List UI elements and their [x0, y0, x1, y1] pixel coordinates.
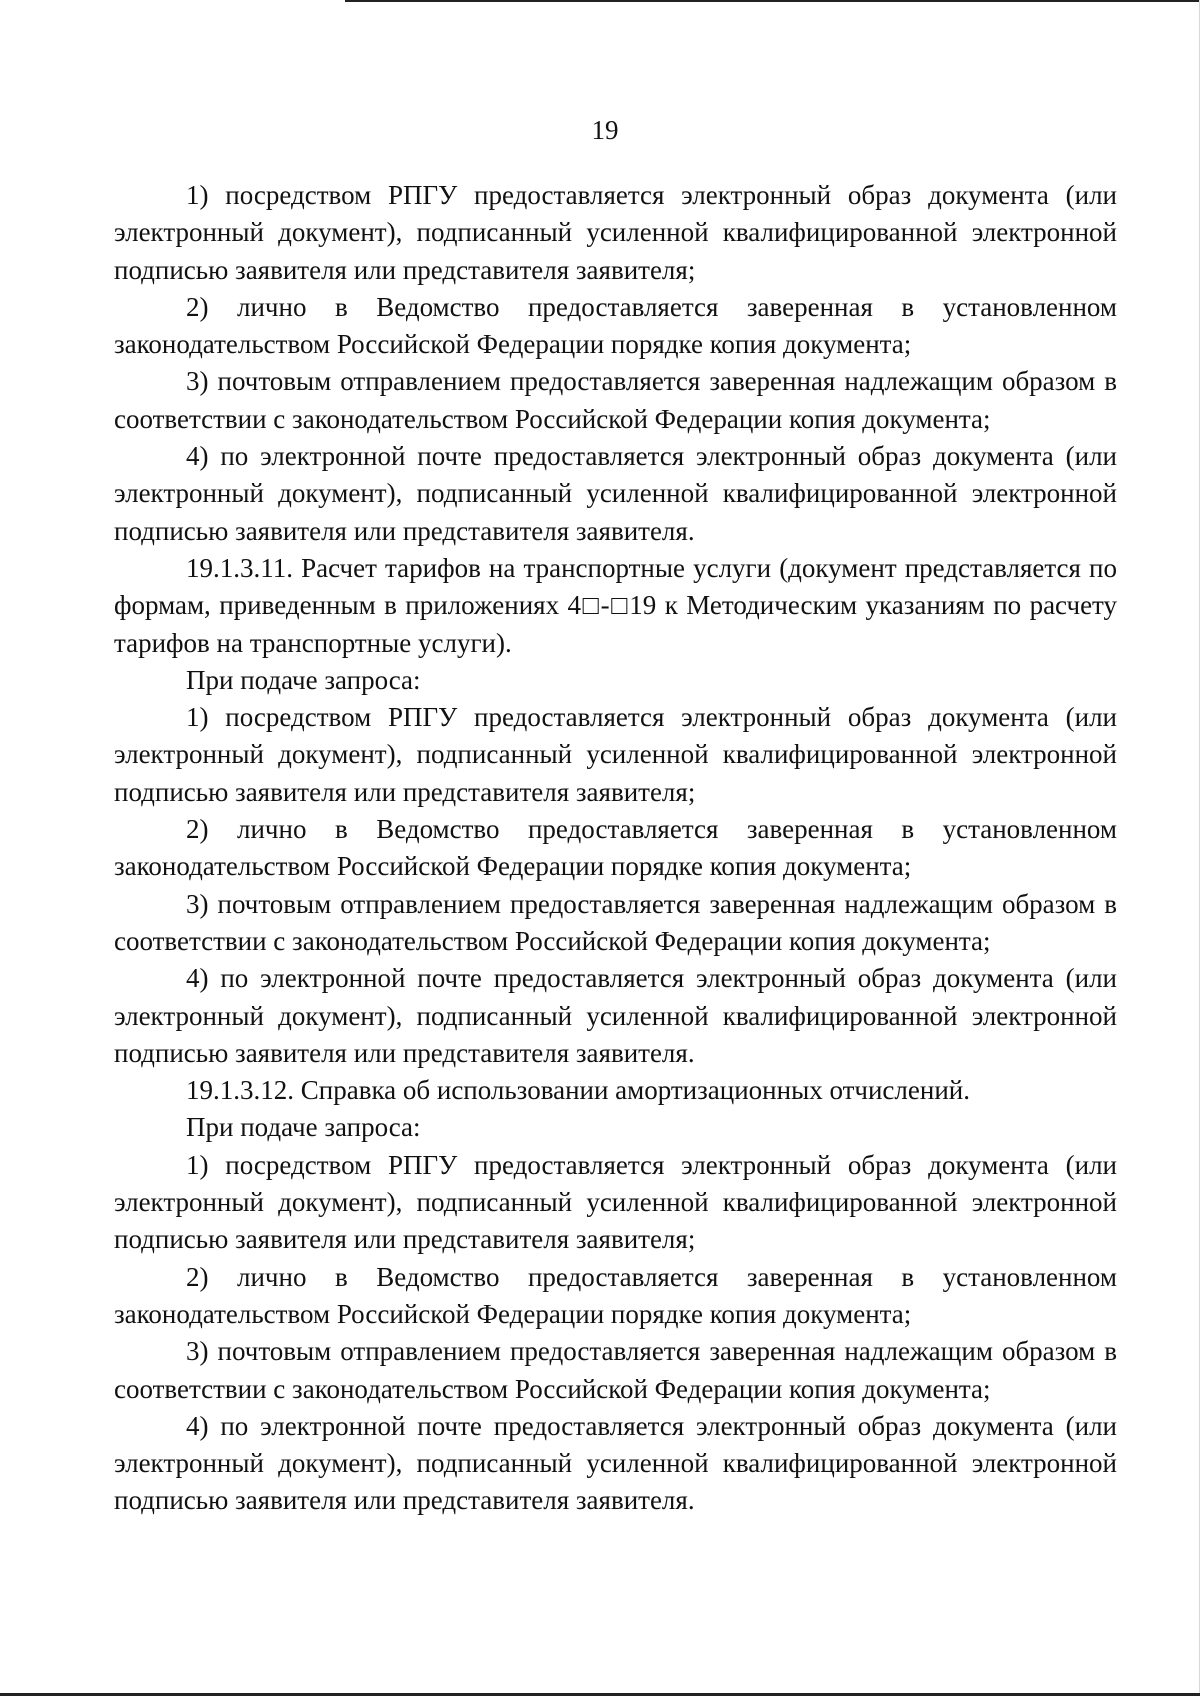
- document-body: [114, 177, 1117, 1520]
- request-submission-intro: При подаче запроса:: [186, 664, 421, 695]
- paragraph: 3) почтовым отправлением предоставляется заверенная надлежащим образом в соответствии с законодательством Российской Федерации копия документа;: [114, 1336, 1117, 1404]
- page-number: 19: [591, 115, 619, 145]
- paragraph: 4) по электронной почте предоставляется электронный образ документа (или электронный документ), подписанный усиленной квалифицированной электронной подписью заявителя или представителя заявителя.: [114, 963, 1117, 1068]
- paragraph: 3) почтовым отправлением предоставляется заверенная надлежащим образом в соответствии с законодательством Российской Федерации копия документа;: [114, 888, 1117, 956]
- paragraph: 3) почтовым отправлением предоставляется заверенная надлежащим образом в соответствии с законодательством Российской Федерации копия документа;: [114, 366, 1117, 434]
- paragraph: 2) лично в Ведомство предоставляется заверенная в установленном законодательством Российской Федерации порядке копия документа;: [114, 1261, 1117, 1329]
- paragraph: 1) посредством РПГУ предоставляется электронный образ документа (или электронный документ), подписанный усиленной квалифицированной электронной подписью заявителя или представителя заявителя;: [114, 180, 1117, 285]
- paragraph: 1) посредством РПГУ предоставляется электронный образ документа (или электронный документ), подписанный усиленной квалифицированной электронной подписью заявителя или представителя заявителя;: [114, 1149, 1117, 1255]
- paragraph: 1) посредством РПГУ предоставляется электронный образ документа (или электронный документ), подписанный усиленной квалифицированной электронной подписью заявителя или представителя заявителя;: [114, 702, 1117, 807]
- paragraph: 2) лично в Ведомство предоставляется заверенная в установленном законодательством Российской Федерации порядке копия документа;: [114, 291, 1117, 360]
- paragraph: 4) по электронной почте предоставляется электронный образ документа (или электронный документ), подписанный усиленной квалифицированной электронной подписью заявителя или представителя заявителя.: [114, 1410, 1117, 1516]
- request-submission-intro: При подаче запроса:: [186, 1112, 421, 1143]
- section-heading-19-1-3-11: 19.1.3.11. Расчет тарифов на транспортные услуги (документ представляется по формам, приведенным в приложениях 4□-□19 к Методическим указаниям по расчету тарифов на транспортные услуги).: [114, 552, 1117, 658]
- scan-top-border: [345, 0, 1200, 2]
- section-heading-19-1-3-12: 19.1.3.12. Справка об использовании амортизационных отчислений.: [186, 1075, 970, 1106]
- paragraph: 4) по электронной почте предоставляется электронный образ документа (или электронный документ), подписанный усиленной квалифицированной электронной подписью заявителя или представителя заявителя.: [114, 441, 1117, 546]
- paragraph: 2) лично в Ведомство предоставляется заверенная в установленном законодательством Российской Федерации порядке копия документа;: [114, 814, 1117, 882]
